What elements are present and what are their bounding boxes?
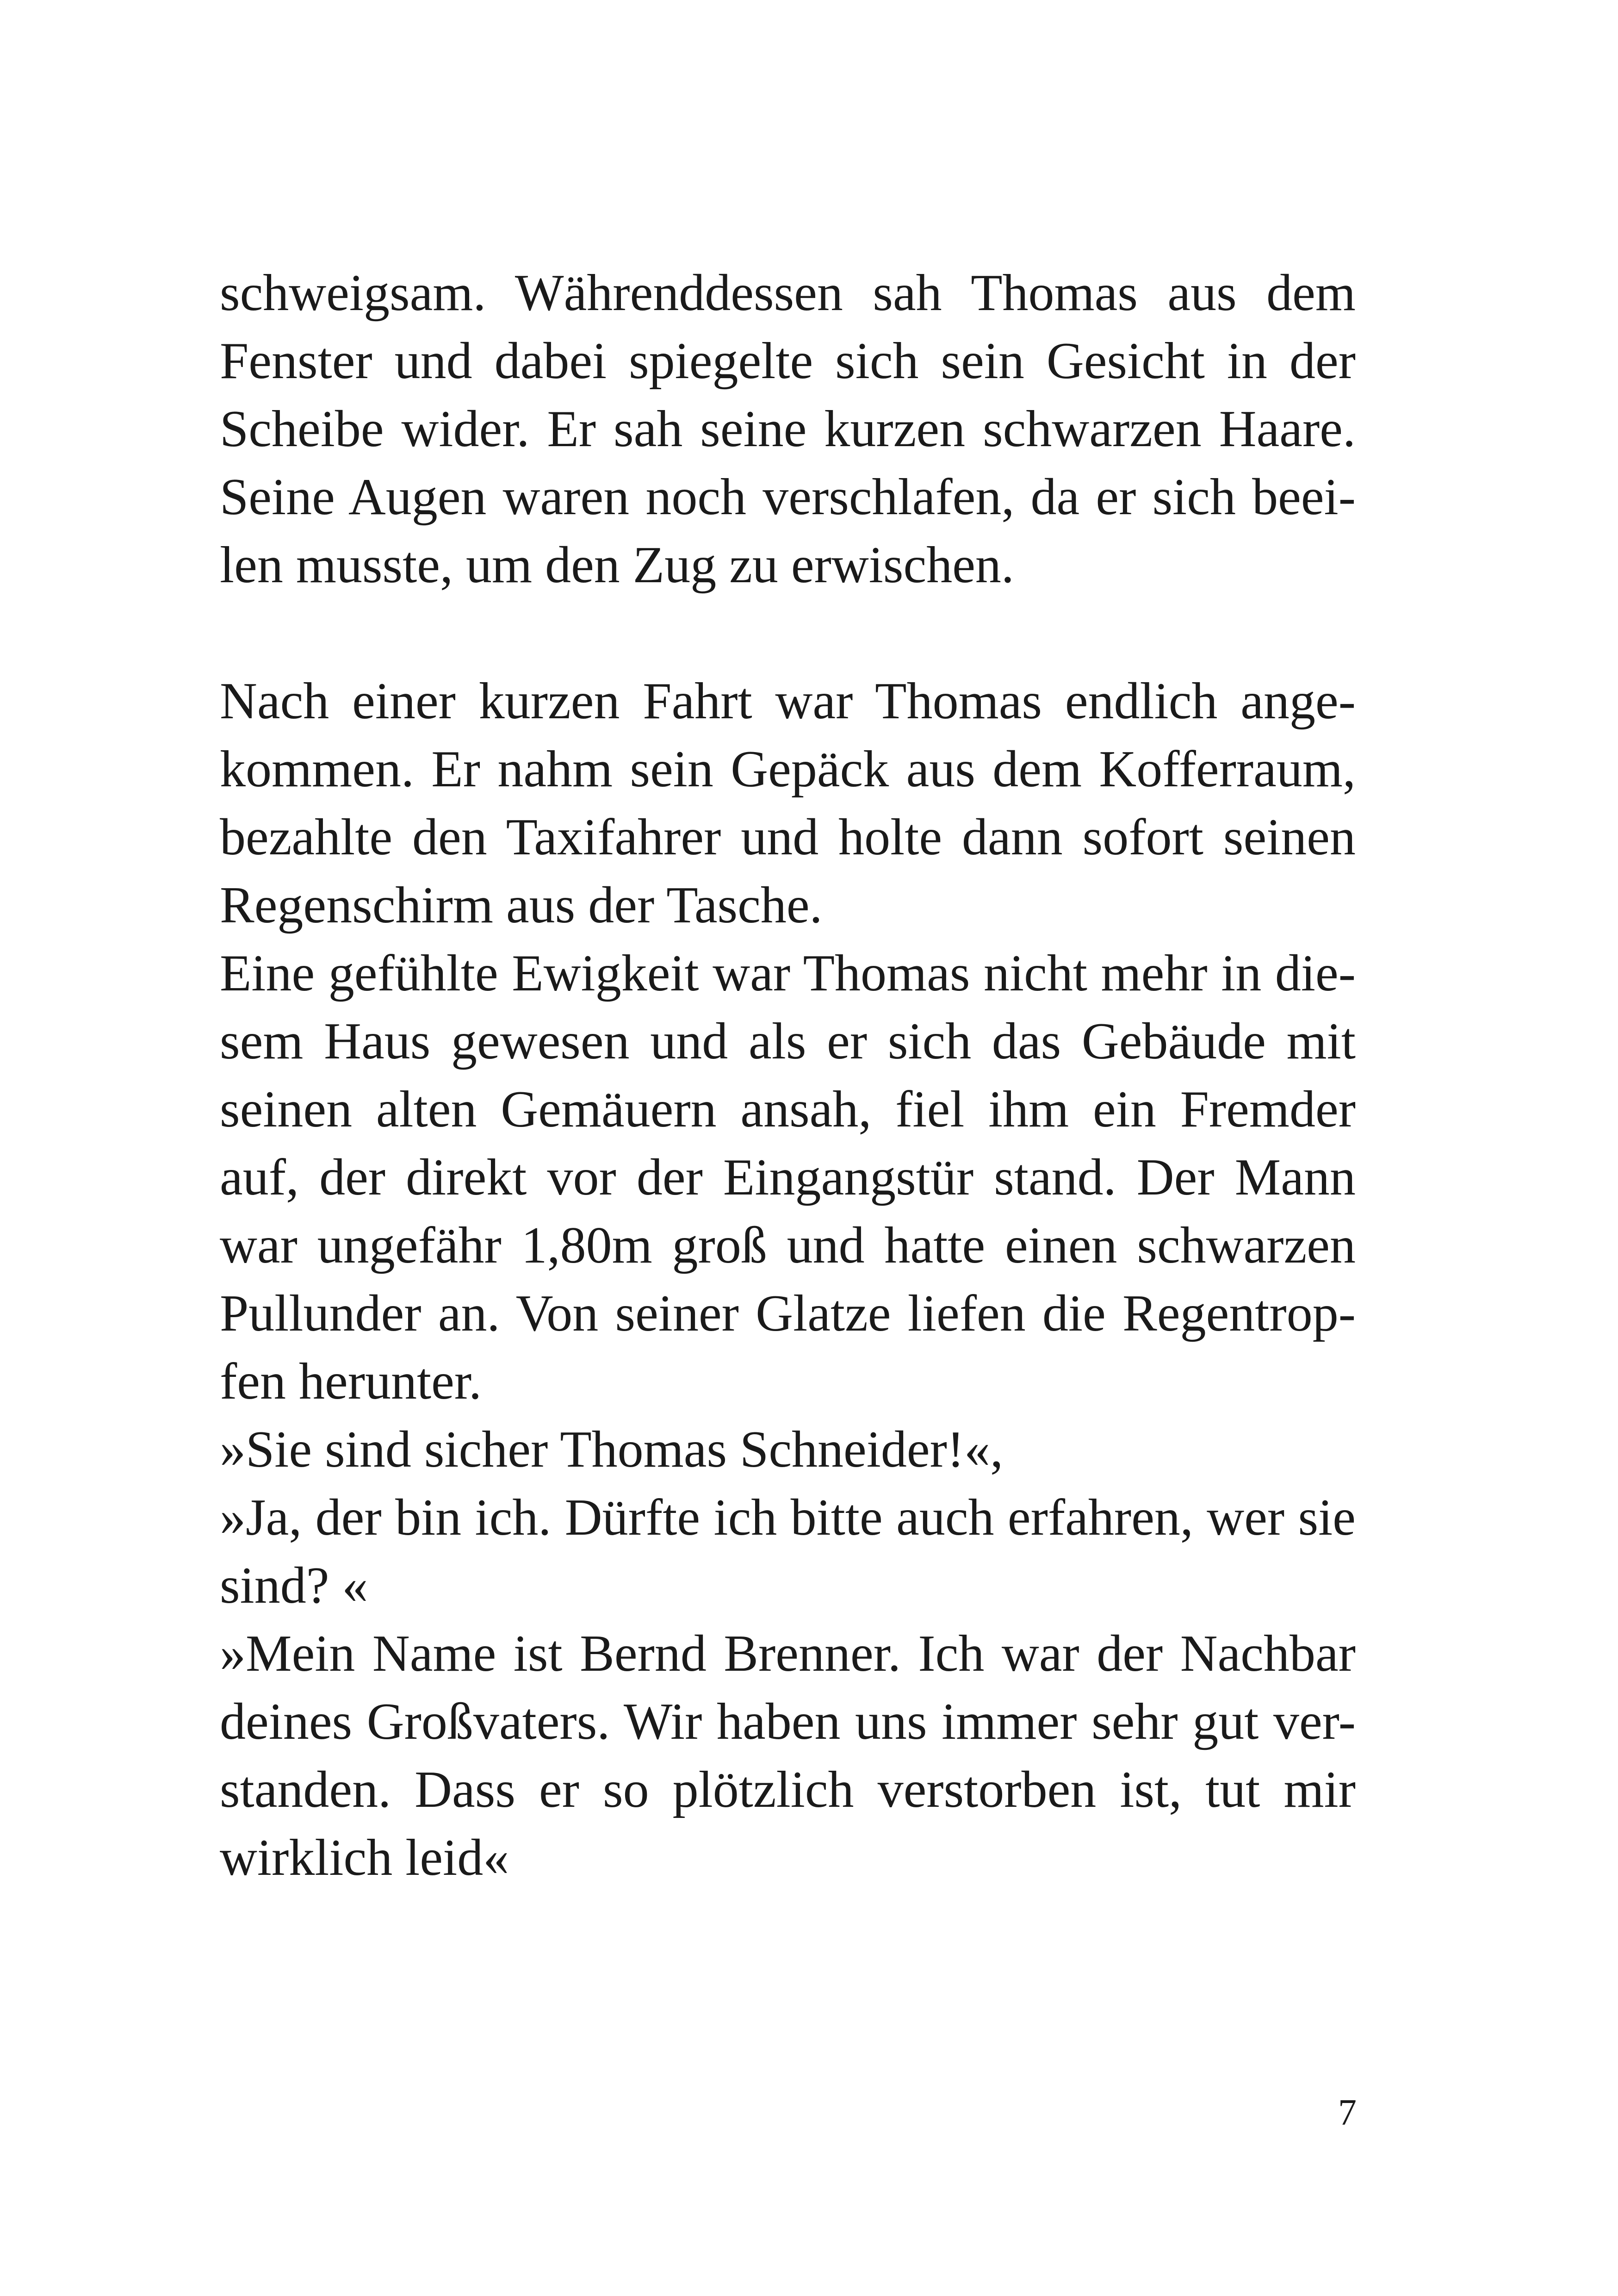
- text-line: kommen. Er nahm sein Gepäck aus dem Kofferraum,: [220, 740, 1356, 798]
- text-line: Seine Augen waren noch verschlafen, da er sich beei-: [220, 468, 1356, 526]
- text-line: auf, der direkt vor der Eingangstür stand. Der Mann: [220, 1149, 1356, 1206]
- text-line: war ungefähr 1,80m groß und hatte einen schwarzen: [220, 1217, 1356, 1274]
- text-line: Pullunder an. Von seiner Glatze liefen die Regentrop-: [220, 1285, 1356, 1342]
- text-line: Nach einer kurzen Fahrt war Thomas endlich ange-: [220, 672, 1356, 730]
- text-line: »Ja, der bin ich. Dürfte ich bitte auch erfahren, wer sie: [220, 1489, 1356, 1546]
- text-line: seinen alten Gemäuern ansah, fiel ihm ein Fremder: [220, 1081, 1356, 1138]
- text-line: Scheibe wider. Er sah seine kurzen schwarzen Haare.: [220, 400, 1356, 458]
- text-line: wirklich leid«: [220, 1829, 509, 1886]
- text-line: standen. Dass er so plötzlich verstorben ist, tut mir: [220, 1761, 1356, 1818]
- text-line: »Sie sind sicher Thomas Schneider!«,: [220, 1421, 1004, 1478]
- text-line: sind? «: [220, 1557, 368, 1614]
- text-line: schweigsam. Währenddessen sah Thomas aus dem: [220, 264, 1356, 322]
- text-line: sem Haus gewesen und als er sich das Gebäude mit: [220, 1013, 1356, 1070]
- text-line: »Mein Name ist Bernd Brenner. Ich war der Nachbar: [220, 1625, 1356, 1682]
- text-line: fen herunter.: [220, 1353, 482, 1410]
- page-number: 7: [1338, 2092, 1357, 2133]
- text-line: bezahlte den Taxifahrer und holte dann sofort seinen: [220, 809, 1356, 866]
- text-line: len musste, um den Zug zu erwischen.: [220, 536, 1014, 594]
- paragraph-gap: [220, 599, 1356, 667]
- text-line: Fenster und dabei spiegelte sich sein Gesicht in der: [220, 332, 1356, 390]
- body-text: [220, 259, 1356, 1892]
- text-line: Regenschirm aus der Tasche.: [220, 877, 823, 934]
- text-line: Eine gefühlte Ewigkeit war Thomas nicht mehr in die-: [220, 945, 1356, 1002]
- text-line: deines Großvaters. Wir haben uns immer sehr gut ver-: [220, 1693, 1356, 1750]
